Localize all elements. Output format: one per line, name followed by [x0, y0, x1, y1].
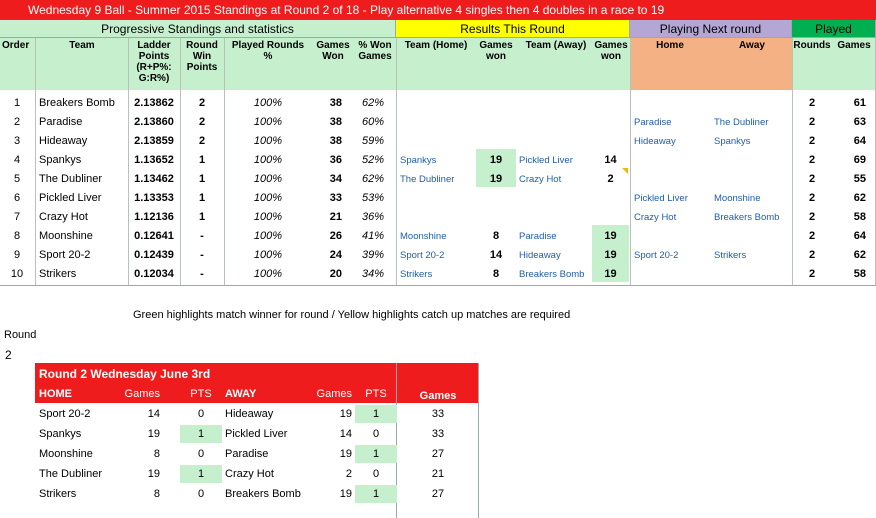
col-next-away: Away: [739, 40, 765, 51]
result-away-team: Hideaway: [519, 250, 561, 261]
rt-away-games: 19: [339, 408, 352, 420]
rt-away-pts: 1: [372, 408, 380, 420]
standing-round-win-points: -: [200, 230, 204, 242]
standing-pct-won: 36%: [361, 211, 385, 223]
rt-away-team: Hideaway: [225, 408, 274, 420]
col-res-home: Team (Home): [404, 40, 468, 51]
standing-pct-won: 34%: [361, 268, 385, 280]
standing-played-pct: 100%: [253, 192, 283, 204]
standing-round-win-points: 2: [198, 116, 206, 128]
played-rounds: 2: [808, 116, 816, 128]
standing-games-won: 20: [329, 268, 342, 280]
rt-head-pts: PTS: [190, 388, 212, 400]
result-home-team: Spankys: [400, 155, 437, 166]
played-section-header: Played: [792, 20, 876, 38]
played-games: 58: [853, 268, 866, 280]
played-games: 62: [853, 249, 866, 261]
next-away-team: Breakers Bomb: [714, 212, 780, 223]
standing-games-won: 24: [329, 249, 342, 261]
standing-pct-won: 62%: [361, 173, 385, 185]
result-away-team: Pickled Liver: [519, 155, 573, 166]
standing-team: Pickled Liver: [39, 192, 102, 204]
rt-away-pts: 1: [372, 488, 380, 500]
played-rounds: 2: [808, 249, 816, 261]
standing-played-pct: 100%: [253, 230, 283, 242]
standing-ladder: 2.13862: [134, 97, 174, 109]
standing-ladder: 1.13652: [134, 154, 174, 166]
standing-team: Paradise: [39, 116, 83, 128]
rt-head-games2: Games: [316, 388, 352, 400]
col-res-home-games: Games won: [479, 40, 513, 62]
standing-ladder: 2.13860: [134, 116, 174, 128]
col-team: Team: [69, 40, 95, 51]
result-away-games: 19: [604, 249, 617, 261]
played-rounds: 2: [808, 154, 816, 166]
results-section-header: Results This Round: [396, 20, 630, 38]
rt-total-games: 33: [431, 408, 445, 420]
rt-home-team: Moonshine: [39, 448, 93, 460]
rt-head-pts2: PTS: [365, 388, 387, 400]
standing-round-win-points: 1: [198, 173, 206, 185]
standing-order: 10: [10, 268, 24, 280]
standing-order: 6: [13, 192, 21, 204]
standing-ladder: 1.12136: [134, 211, 174, 223]
rt-head-games: Games: [124, 388, 160, 400]
next-home-team: Paradise: [634, 117, 672, 128]
rt-home-games: 14: [147, 408, 160, 420]
rt-home-team: Strikers: [39, 488, 77, 500]
rt-away-games: 14: [339, 428, 352, 440]
grid-line: [396, 38, 397, 286]
rt-total-games: 27: [431, 448, 445, 460]
col-rounds: Rounds: [793, 40, 831, 51]
rt-home-pts: 1: [197, 428, 205, 440]
rt-home-team: Spankys: [39, 428, 82, 440]
standing-ladder: 0.12641: [134, 230, 174, 242]
played-games: 69: [853, 154, 866, 166]
rt-home-games: 19: [147, 428, 160, 440]
catch-up-marker: [622, 168, 628, 174]
standing-played-pct: 100%: [253, 135, 283, 147]
rt-home-team: Sport 20-2: [39, 408, 91, 420]
legend-note: Green highlights match winner for round / Yellow highlights catch up matches are required: [133, 309, 571, 321]
rt-away-team: Breakers Bomb: [225, 488, 301, 500]
played-rounds: 2: [808, 268, 816, 280]
rt-home-pts: 0: [197, 488, 205, 500]
standing-played-pct: 100%: [253, 154, 283, 166]
rt-away-pts: 0: [372, 428, 380, 440]
next-away-team: Spankys: [714, 136, 751, 147]
round-table-title-bar-ext: [397, 363, 479, 385]
played-games: 64: [853, 230, 866, 242]
standing-played-pct: 100%: [253, 268, 283, 280]
standing-pct-won: 41%: [361, 230, 385, 242]
standing-team: The Dubliner: [39, 173, 102, 185]
standing-ladder: 0.12439: [134, 249, 174, 261]
standing-pct-won: 60%: [361, 116, 385, 128]
result-away-games: 19: [604, 268, 617, 280]
col-order: Order: [2, 40, 30, 51]
standing-pct-won: 53%: [361, 192, 385, 204]
standing-round-win-points: -: [200, 249, 204, 261]
standing-ladder: 1.13353: [134, 192, 174, 204]
played-games: 64: [853, 135, 866, 147]
round-value: 2: [5, 348, 12, 362]
col-round-win: Round Win Points: [186, 40, 218, 73]
result-home-games: 8: [492, 230, 500, 242]
standing-order: 9: [13, 249, 21, 261]
col-res-away-games: Games won: [594, 40, 628, 62]
col-games-won: Games Won: [316, 40, 350, 62]
played-rounds: 2: [808, 192, 816, 204]
standing-round-win-points: 1: [198, 211, 206, 223]
sheet-title: Wednesday 9 Ball - Summer 2015 Standings at Round 2 of 18 - Play alternative 4 singles then 4 doubles in a race to 19: [0, 0, 876, 20]
played-rounds: 2: [808, 135, 816, 147]
result-home-team: The Dubliner: [400, 174, 455, 185]
rt-away-pts: 0: [372, 468, 380, 480]
col-res-away: Team (Away): [525, 40, 587, 51]
played-games: 55: [853, 173, 866, 185]
result-away-games: 14: [604, 154, 617, 166]
standing-pct-won: 52%: [361, 154, 385, 166]
standing-team: Strikers: [39, 268, 77, 280]
standing-games-won: 26: [329, 230, 342, 242]
standing-games-won: 38: [329, 97, 342, 109]
col-played-rounds: Played Rounds %: [231, 40, 305, 62]
standing-order: 1: [13, 97, 21, 109]
standing-team: Moonshine: [39, 230, 93, 242]
next-home-team: Hideaway: [634, 136, 676, 147]
standings-section-header: Progressive Standings and statistics: [0, 20, 396, 38]
rt-away-games: 19: [339, 488, 352, 500]
played-rounds: 2: [808, 230, 816, 242]
standing-round-win-points: 2: [198, 97, 206, 109]
standing-team: Crazy Hot: [39, 211, 88, 223]
standing-played-pct: 100%: [253, 211, 283, 223]
result-away-team: Paradise: [519, 231, 557, 242]
rt-away-team: Paradise: [225, 448, 269, 460]
standing-round-win-points: 2: [198, 135, 206, 147]
next-home-team: Pickled Liver: [634, 193, 688, 204]
standing-played-pct: 100%: [253, 116, 283, 128]
grid-line: [35, 38, 36, 286]
played-games: 61: [853, 97, 866, 109]
col-next-home: Home: [656, 40, 684, 51]
result-away-games: 19: [604, 230, 617, 242]
standing-ladder: 2.13859: [134, 135, 174, 147]
rt-away-team: Crazy Hot: [225, 468, 274, 480]
played-games: 58: [853, 211, 866, 223]
played-games: 63: [853, 116, 866, 128]
standing-order: 5: [13, 173, 21, 185]
rt-away-pts: 1: [372, 448, 380, 460]
result-home-games: 19: [489, 154, 503, 166]
round-label: Round: [4, 329, 37, 341]
rt-head-home: HOME: [39, 388, 72, 400]
played-rounds: 2: [808, 211, 816, 223]
standing-played-pct: 100%: [253, 173, 283, 185]
standing-games-won: 36: [329, 154, 342, 166]
rt-home-games: 8: [153, 448, 160, 460]
standing-ladder: 1.13462: [134, 173, 174, 185]
standing-order: 8: [13, 230, 21, 242]
played-rounds: 2: [808, 97, 816, 109]
next-away-team: Moonshine: [714, 193, 761, 204]
rt-home-pts: 0: [197, 408, 205, 420]
result-away-team: Breakers Bomb: [519, 269, 585, 280]
grid-line: [0, 285, 876, 286]
standing-team: Sport 20-2: [39, 249, 91, 261]
standing-round-win-points: -: [200, 268, 204, 280]
col-pct-won: % Won Games: [358, 40, 392, 62]
next-home-team: Sport 20-2: [634, 250, 679, 261]
col-ladder: Ladder Points (R+P%: G:R%): [136, 40, 172, 84]
standing-order: 4: [13, 154, 21, 166]
rt-head-total: Games: [419, 390, 457, 402]
standing-games-won: 34: [329, 173, 342, 185]
played-games: 62: [853, 192, 866, 204]
standing-games-won: 38: [329, 116, 342, 128]
grid-line: [630, 38, 631, 286]
result-home-games: 19: [489, 173, 503, 185]
result-home-team: Strikers: [400, 269, 433, 280]
standing-games-won: 38: [329, 135, 342, 147]
round-table-title: Round 2 Wednesday June 3rd: [39, 367, 211, 381]
rt-total-games: 21: [431, 468, 445, 480]
standing-games-won: 21: [329, 211, 342, 223]
standing-order: 3: [13, 135, 21, 147]
next-away-team: Strikers: [714, 250, 747, 261]
rt-home-pts: 1: [197, 468, 205, 480]
rt-head-away: AWAY: [225, 388, 257, 400]
standing-ladder: 0.12034: [134, 268, 174, 280]
result-home-team: Moonshine: [400, 231, 447, 242]
rt-home-team: The Dubliner: [39, 468, 102, 480]
rt-away-games: 2: [345, 468, 352, 480]
standing-team: Breakers Bomb: [39, 97, 115, 109]
result-home-games: 8: [492, 268, 500, 280]
rt-home-pts: 0: [197, 448, 205, 460]
rt-total-games: 27: [431, 488, 445, 500]
standing-order: 2: [13, 116, 21, 128]
rt-home-games: 19: [147, 468, 160, 480]
next-away-team: The Dubliner: [714, 117, 769, 128]
standing-round-win-points: 1: [198, 192, 206, 204]
rt-home-games: 8: [153, 488, 160, 500]
result-home-games: 14: [489, 249, 503, 261]
standing-pct-won: 39%: [361, 249, 385, 261]
standing-team: Hideaway: [39, 135, 88, 147]
result-away-team: Crazy Hot: [519, 174, 562, 185]
rt-away-games: 19: [339, 448, 352, 460]
standing-played-pct: 100%: [253, 249, 283, 261]
result-away-games: 2: [607, 173, 614, 185]
standing-pct-won: 62%: [361, 97, 385, 109]
standing-games-won: 33: [329, 192, 342, 204]
next-section-header: Playing Next round: [630, 20, 792, 38]
standing-team: Spankys: [39, 154, 82, 166]
rt-total-games: 33: [431, 428, 445, 440]
standing-order: 7: [13, 211, 21, 223]
standing-pct-won: 59%: [361, 135, 385, 147]
standing-played-pct: 100%: [253, 97, 283, 109]
standing-round-win-points: 1: [198, 154, 206, 166]
result-home-team: Sport 20-2: [400, 250, 445, 261]
rt-away-team: Pickled Liver: [225, 428, 288, 440]
next-home-team: Crazy Hot: [634, 212, 677, 223]
col-games: Games: [837, 40, 871, 51]
played-rounds: 2: [808, 173, 816, 185]
